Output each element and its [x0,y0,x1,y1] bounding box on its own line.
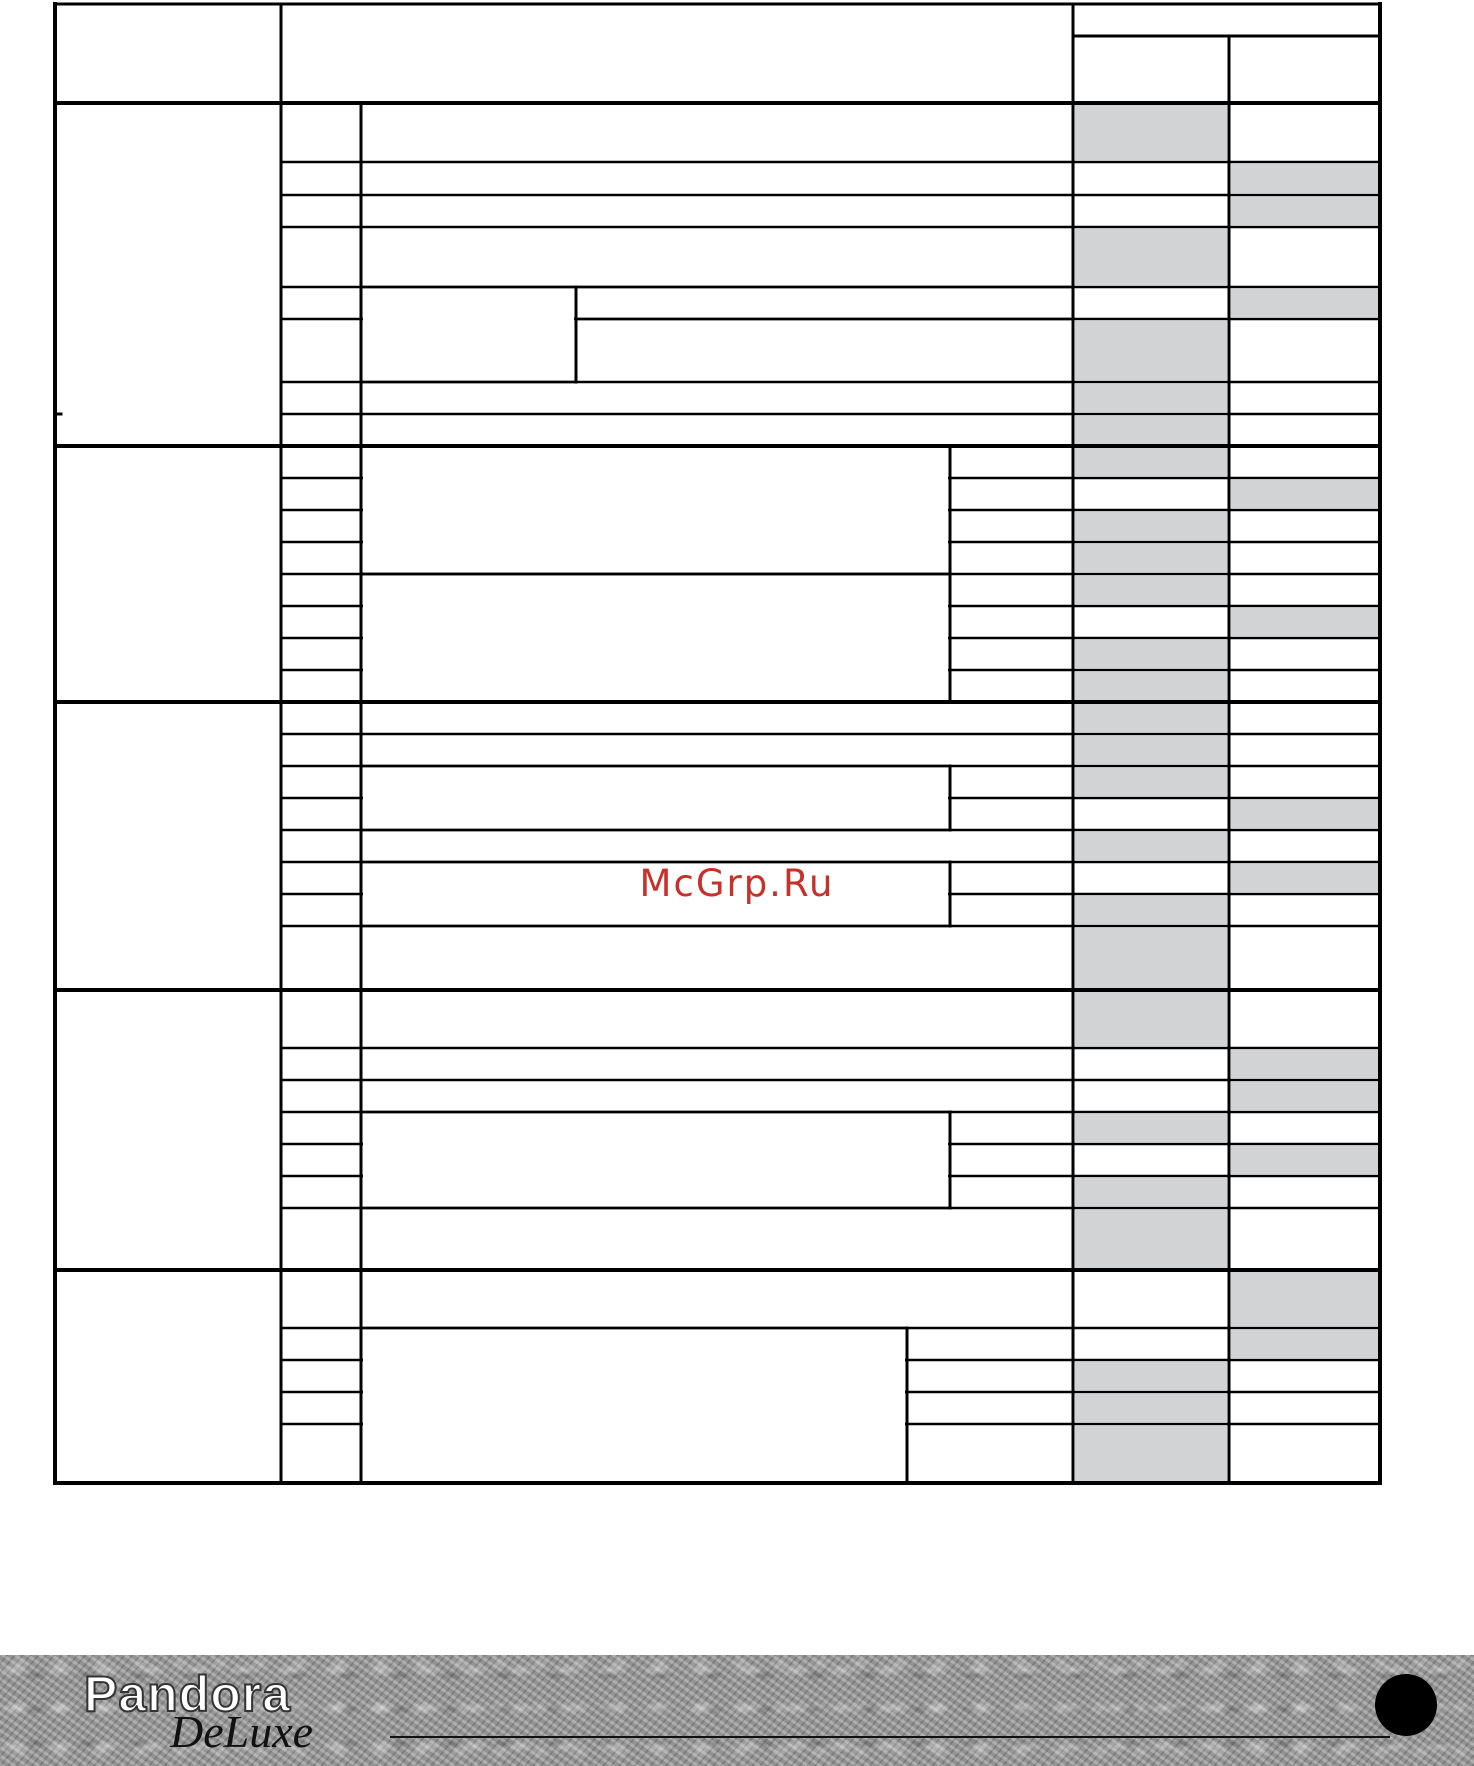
shaded-cell [1075,1426,1227,1481]
merged-cell [363,1114,948,1206]
shaded-cell [1075,105,1227,160]
brand-logo-bottom: DeLuxe [170,1706,314,1757]
shaded-cell [1231,289,1378,317]
shaded-cell [1075,512,1227,540]
brand-logo-top: Pandora [84,1666,292,1722]
brand-logo [84,1666,384,1757]
shaded-cell [1075,384,1227,412]
merged-cell [363,768,948,828]
shaded-cell [1075,768,1227,796]
shaded-cell [1231,1330,1378,1358]
black-circle-icon [1375,1674,1437,1736]
shaded-cell [1231,800,1378,828]
shaded-cell [1075,832,1227,860]
shaded-cell [1075,416,1227,444]
shaded-cell [1075,448,1227,476]
shaded-cell [1075,928,1227,988]
merged-cell [363,448,948,572]
merged-cell [363,576,948,700]
shaded-cell [1075,321,1227,380]
shaded-cell [1075,1394,1227,1422]
shaded-cell [1231,608,1378,636]
shaded-cell [1075,1178,1227,1206]
shaded-cell [1075,576,1227,604]
footer-rule [390,1736,1390,1738]
shaded-cell [1075,672,1227,700]
shaded-cell [1075,229,1227,285]
shaded-cell [1231,1050,1378,1078]
shaded-cell [1231,1082,1378,1110]
shaded-cell [1231,197,1378,225]
shaded-cell [1231,480,1378,508]
shaded-cell [1075,1210,1227,1268]
shaded-cell [1231,164,1378,193]
shaded-cell [1231,1146,1378,1174]
watermark-text: McGrp.Ru [639,862,835,905]
shaded-cell [1075,1114,1227,1142]
shaded-cell [1231,1272,1378,1326]
shaded-cell [1075,1362,1227,1390]
shaded-cell [1075,736,1227,764]
merged-cell [363,1330,905,1481]
shaded-cell [1075,992,1227,1046]
shaded-cell [1075,704,1227,732]
footer-band [0,1655,1474,1766]
merged-cell [363,289,574,380]
shaded-cell [1075,640,1227,668]
shaded-cell [1075,544,1227,572]
shaded-cells [1075,105,1378,1481]
